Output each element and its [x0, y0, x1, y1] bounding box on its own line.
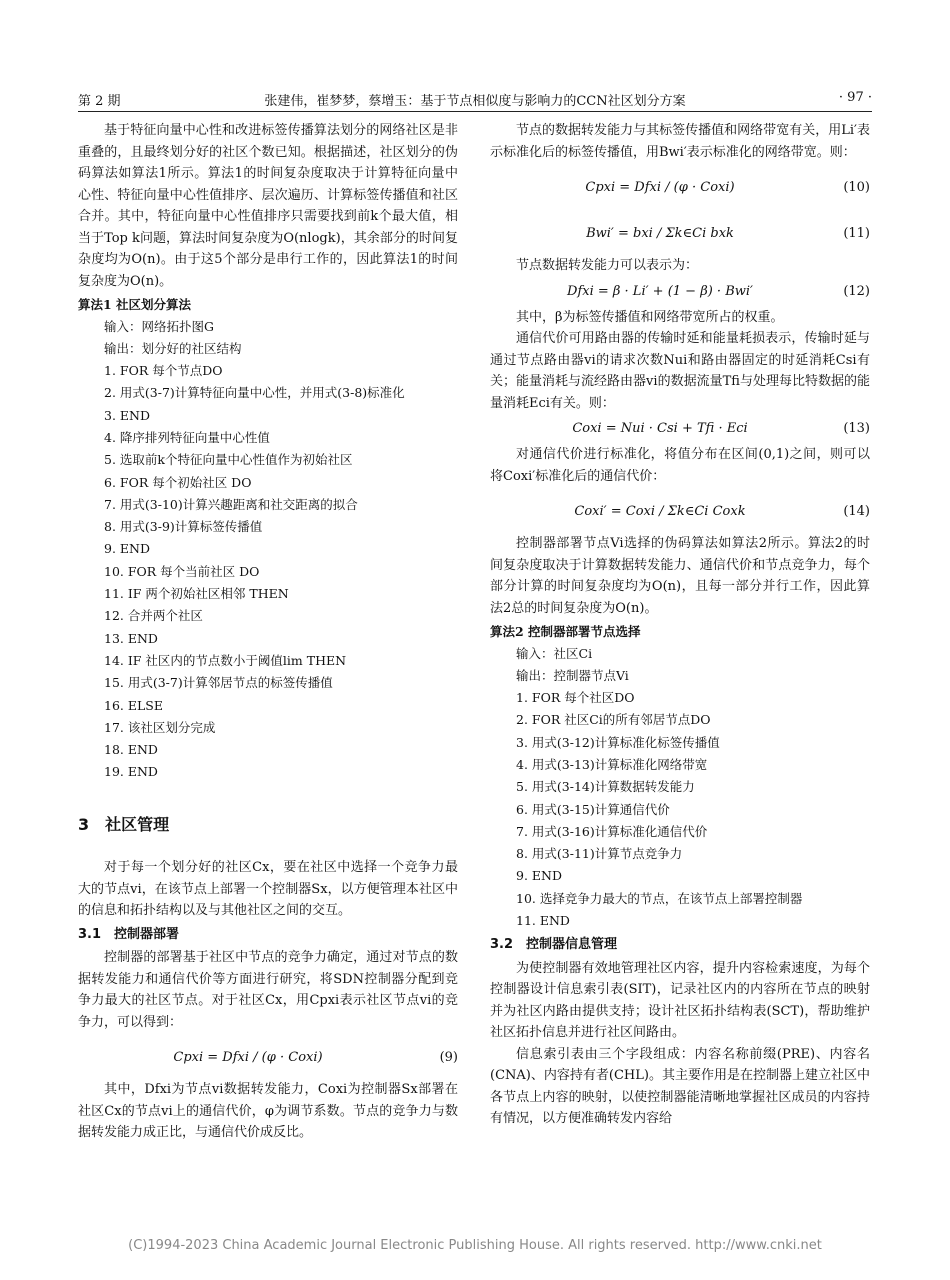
right-column: [490, 120, 870, 1130]
copyright-footer: (C)1994-2023 China Academic Journal Electronic Publishing House. All rights reserved. http://www.cnki.net: [128, 1238, 822, 1253]
equation-10: [490, 163, 870, 209]
paragraph: 控制器的部署基于社区中节点的竞争力确定，通过对节点的数据转发能力和通信代价等方面进行研究，将SDN控制器分配到竞争力最大的社区节点。对于社区Cx，用Cpxi表示社区节点vi的竞争力，可以得到：: [78, 950, 458, 1030]
paragraph: 其中，β为标签传播值和网络带宽所占的权重。: [516, 309, 784, 325]
algorithm-line: 8. 用式(3-9)计算标签传播值: [104, 519, 263, 535]
algorithm-line: 输入：社区Ci: [516, 645, 593, 661]
algorithm-line: 1. FOR 每个节点DO: [104, 363, 223, 379]
equation-expression: Cpxi = Dfxi / (φ · Coxi): [585, 180, 735, 195]
left-column: [78, 120, 458, 1144]
paragraph: 节点数据转发能力可以表示为：: [516, 258, 699, 273]
equation-11: [490, 209, 870, 255]
algorithm-line: 17. 该社区划分完成: [104, 719, 216, 735]
algorithm-line: 11. IF 两个初始社区相邻 THEN: [104, 586, 289, 602]
section-3-heading: 3 社区管理: [78, 814, 170, 834]
equation-number: (10): [843, 180, 870, 195]
algorithm-line: 4. 用式(3-13)计算标准化网络带宽: [516, 756, 708, 772]
paragraph: 信息索引表由三个字段组成：内容名称前缀(PRE)、内容名(CNA)、内容持有者(CHL)。其主要作用是在控制器上建立社区中各节点上内容的映射，以使控制器能清晰地掌握社区成员的内容持有情况，以方便准确转发内容给: [490, 1046, 870, 1127]
equation-expression: Bwi′ = bxi / Σk∈Ci bxk: [586, 226, 734, 241]
algorithm-line: 11. END: [516, 913, 570, 929]
algorithm-line: 10. 选择竞争力最大的节点，在该节点上部署控制器: [516, 890, 803, 906]
paragraph: 其中，Dfxi为节点vi数据转发能力，Coxi为控制器Sx部署在社区Cx的节点vi上的通信代价，φ为调节系数。节点的竞争力与数据转发能力成正比，与通信代价成反比。: [78, 1082, 458, 1141]
equation-number: (13): [843, 421, 870, 436]
running-title: 张建伟，崔梦梦，蔡增玉：基于节点相似度与影响力的CCN社区划分方案: [264, 94, 686, 109]
algorithm-line: 3. END: [104, 407, 150, 423]
equation-expression: Dfxi = β · Li′ + (1 − β) · Bwi′: [567, 283, 753, 299]
algorithm1-body: [78, 316, 458, 784]
subsection-3-2-heading: 3.2 控制器信息管理: [490, 937, 618, 953]
equation-expression: Coxi′ = Coxi / Σk∈Ci Coxk: [574, 504, 746, 519]
paragraph: 对于每一个划分好的社区Cx，要在社区中选择一个竞争力最大的节点vi，在该节点上部署一个控制器Sx，以方便管理本社区中的信息和拓扑结构以及与其他社区之间的交互。: [78, 860, 458, 919]
paragraph: 控制器部署节点Vi选择的伪码算法如算法2所示。算法2的时间复杂度取决于计算数据转发能力、通信代价和节点竞争力，每个部分计算的时间复杂度均为O(n)，且每一部分并行工作，因此算法2总的时间复杂度为O(n)。: [490, 536, 870, 616]
algorithm2-body: [490, 643, 870, 933]
algorithm-line: 7. 用式(3-10)计算兴趣距离和社交距离的拟合: [104, 496, 358, 512]
algorithm-line: 8. 用式(3-11)计算节点竞争力: [516, 846, 683, 862]
algorithm1-title: 算法1 社区划分算法: [78, 297, 192, 312]
equation-number: (14): [843, 504, 870, 519]
algorithm-line: 2. 用式(3-7)计算特征向量中心性，并用式(3-8)标准化: [104, 385, 405, 401]
algorithm-line: 9. END: [104, 541, 150, 557]
paragraph: 对通信代价进行标准化，将值分布在区间(0,1)之间，则可以将Coxi′标准化后的通信代价：: [490, 447, 870, 484]
equation-number: (12): [843, 283, 870, 299]
page-number: · 97 ·: [838, 90, 872, 105]
algorithm-line: 12. 合并两个社区: [104, 608, 203, 624]
algorithm-line: 7. 用式(3-16)计算标准化通信代价: [516, 823, 708, 839]
issue-number: 第 2 期: [78, 94, 121, 109]
algorithm-line: 15. 用式(3-7)计算邻居节点的标签传播值: [104, 675, 333, 691]
algorithm-line: 14. IF 社区内的节点数小于阈值lim THEN: [104, 652, 347, 668]
subsection-3-1-heading: 3.1 控制器部署: [78, 926, 180, 942]
algorithm-line: 16. ELSE: [104, 697, 163, 713]
paragraph: 基于特征向量中心性和改进标签传播算法划分的网络社区是非重叠的，且最终划分好的社区个数已知。根据描述，社区划分的伪码算法如算法1所示。算法1的时间复杂度取决于计算特征向量中心性、特征向量中心性值排序、层次遍历、计算标签传播值和社区合并。其中，特征向量中心性值排序只需要找到前k个最大值，相当于Top k问题，算法时间复杂度为O(nlogk)，其余部分的时间复杂度均为O(n)。由于这5个部分是串行工作的，因此算法1的时间复杂度为O(n)。: [78, 123, 458, 289]
equation-14: [490, 487, 870, 533]
algorithm-line: 5. 用式(3-14)计算数据转发能力: [516, 779, 695, 795]
equation-expression: Coxi = Nui · Csi + Tfi · Eci: [572, 421, 748, 436]
algorithm-line: 4. 降序排列特征向量中心性值: [104, 429, 270, 445]
paragraph: 节点的数据转发能力与其标签传播值和网络带宽有关，用Li′表示标准化后的标签传播值，用Bwi′表示标准化的网络带宽。则：: [490, 123, 870, 160]
algorithm-line: 3. 用式(3-12)计算标准化标签传播值: [516, 734, 720, 750]
equation-expression: Cpxi = Dfxi / (φ · Coxi): [173, 1050, 323, 1066]
algorithm-line: 6. FOR 每个初始社区 DO: [104, 474, 252, 490]
algorithm-line: 5. 选取前k个特征向量中心性值作为初始社区: [104, 452, 353, 468]
algorithm-line: 9. END: [516, 868, 562, 884]
algorithm-line: 10. FOR 每个当前社区 DO: [104, 563, 260, 579]
algorithm-line: 输出：划分好的社区结构: [104, 340, 242, 356]
equation-12: [490, 277, 870, 307]
algorithm2-title: 算法2 控制器部署节点选择: [490, 624, 641, 639]
paragraph: 为使控制器有效地管理社区内容，提升内容检索速度，为每个控制器设计信息索引表(SIT)，记录社区内的内容所在节点的映射并为社区内路由提供支持；设计社区拓扑结构表(SCT)，帮助维护社区拓扑信息并进行社区间路由。: [490, 960, 870, 1041]
algorithm-line: 输入：网络拓扑图G: [104, 318, 214, 334]
equation-9: [78, 1033, 458, 1079]
algorithm-line: 19. END: [104, 764, 158, 780]
algorithm-line: 1. FOR 每个社区DO: [516, 690, 635, 706]
header-rule: [78, 111, 872, 112]
equation-number: (11): [843, 226, 870, 241]
running-header: [78, 90, 872, 108]
equation-13: [490, 414, 870, 444]
algorithm-line: 13. END: [104, 630, 158, 646]
algorithm-line: 2. FOR 社区Ci的所有邻居节点DO: [516, 712, 711, 728]
paragraph: 通信代价可用路由器的传输时延和能量耗损表示，传输时延与通过节点路由器vi的请求次数Nui和路由器固定的时延消耗Csi有关；能量消耗与流经路由器vi的数据流量Tfi与处理每比特数据的能量消耗Eci有关。则：: [490, 331, 870, 411]
algorithm-line: 6. 用式(3-15)计算通信代价: [516, 801, 670, 817]
algorithm-line: 18. END: [104, 742, 158, 758]
equation-number: (9): [439, 1050, 458, 1066]
algorithm-line: 输出：控制器节点Vi: [516, 667, 629, 683]
